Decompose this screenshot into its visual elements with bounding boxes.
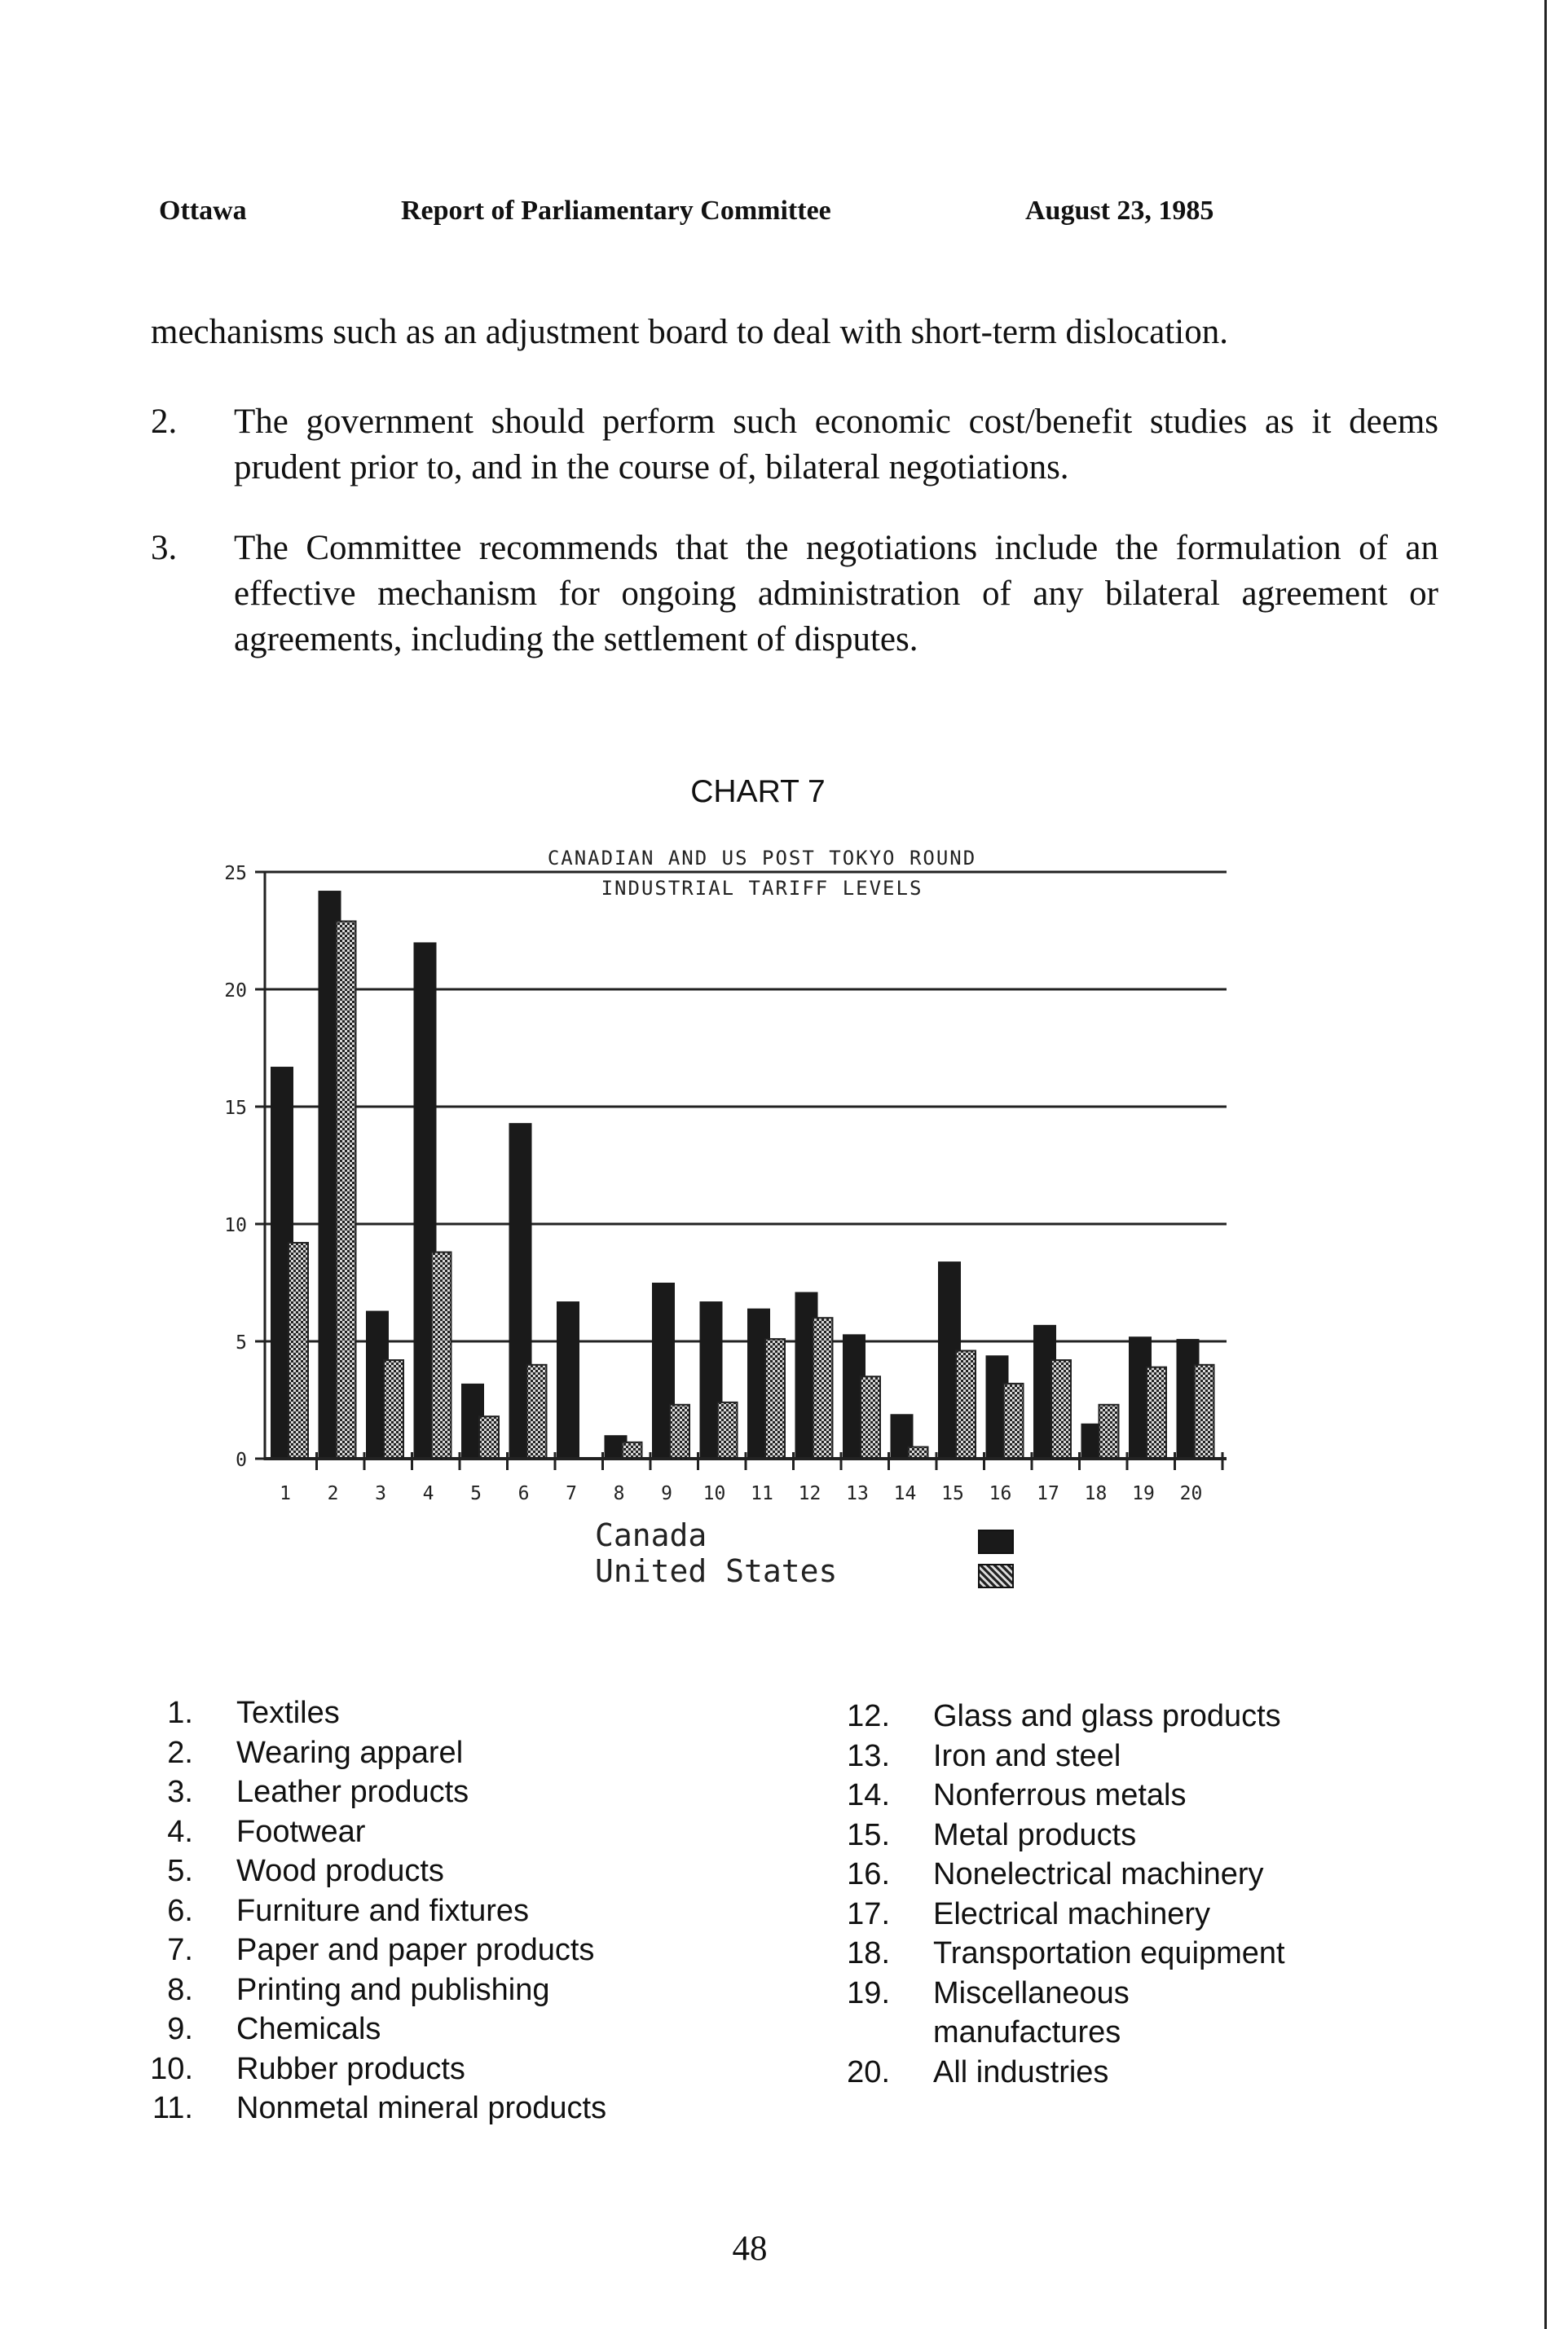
bar-us [1099, 1405, 1119, 1459]
category-label: Rubber products [236, 2051, 465, 2086]
category-item [151, 1851, 803, 1891]
y-tick-label: 15 [224, 1098, 247, 1119]
x-tick-label: 1 [280, 1483, 291, 1504]
category-item [151, 1970, 803, 2010]
recommendation-number: 3. [151, 529, 178, 567]
bar-us [861, 1376, 880, 1459]
category-item [848, 1776, 1459, 1816]
legend-swatch-us [978, 1564, 1014, 1588]
category-item [151, 1693, 803, 1733]
x-tick-label: 13 [846, 1483, 869, 1504]
category-item [848, 1737, 1459, 1776]
bar-us [670, 1405, 689, 1459]
category-number: 17. [847, 1896, 890, 1931]
legend-label-us: United States [595, 1553, 838, 1589]
bar-us [813, 1318, 833, 1459]
page-edge-rule [1544, 0, 1547, 2329]
category-item [848, 1697, 1459, 1737]
bar-us [765, 1339, 785, 1459]
legend-swatch-canada [978, 1530, 1014, 1554]
page-number: 48 [732, 2230, 768, 2268]
bar-us [1195, 1365, 1214, 1459]
category-label: Leather products [236, 1775, 469, 1809]
category-number: 13. [847, 1738, 890, 1773]
category-item [848, 1895, 1459, 1935]
x-tick-label: 20 [1179, 1483, 1203, 1504]
x-tick-label: 6 [518, 1483, 530, 1504]
category-number: 2. [167, 1735, 193, 1770]
category-label: Footwear [236, 1814, 366, 1849]
chart-title-line-1: CANADIAN AND US POST TOKYO ROUND [547, 847, 977, 870]
recommendation-2 [151, 399, 1438, 491]
x-tick-label: 17 [1037, 1483, 1059, 1504]
bar-us [1147, 1367, 1166, 1459]
category-label: Nonelectrical machinery [933, 1857, 1264, 1891]
category-number: 12. [847, 1699, 890, 1733]
category-item [151, 2010, 803, 2049]
category-item [151, 2089, 803, 2129]
category-number: 15. [847, 1817, 890, 1852]
category-item [151, 1812, 803, 1852]
bar-us [718, 1402, 738, 1459]
category-number: 8. [167, 1972, 193, 2007]
bar-canada [557, 1301, 579, 1459]
category-item [151, 1733, 803, 1773]
x-tick-label: 8 [613, 1483, 625, 1504]
header-report-title: Report of Parliamentary Committee [401, 196, 831, 226]
category-label: Metal products [933, 1817, 1137, 1852]
bar-us [288, 1243, 308, 1459]
x-tick-label: 12 [798, 1483, 821, 1504]
category-label: Transportation equipment [933, 1936, 1285, 1970]
x-tick-label: 4 [422, 1483, 434, 1504]
category-number: 10. [150, 2051, 193, 2086]
category-label: Nonmetal mineral products [236, 2091, 607, 2125]
x-tick-label: 11 [751, 1483, 773, 1504]
category-label: Chemicals [236, 2012, 381, 2046]
category-list-right [848, 1697, 1459, 2092]
bar-us [956, 1351, 976, 1459]
recommendation-number: 2. [151, 403, 178, 441]
category-item [151, 2049, 803, 2089]
x-tick-label: 10 [703, 1483, 726, 1504]
bar-us [909, 1447, 928, 1459]
x-tick-label: 19 [1132, 1483, 1155, 1504]
category-number: 6. [167, 1893, 193, 1928]
category-label: Paper and paper products [236, 1933, 595, 1967]
chart-heading: CHART 7 [690, 774, 826, 809]
chart-title-line-2: INDUSTRIAL TARIFF LEVELS [601, 877, 923, 900]
intro-paragraph: mechanisms such as an adjustment board to deal with short-term dislocation. [151, 313, 1228, 351]
x-tick-label: 14 [893, 1483, 917, 1504]
category-item [848, 1934, 1459, 1974]
category-number: 11. [152, 2091, 193, 2125]
category-number: 14. [847, 1778, 890, 1812]
x-tick-label: 5 [470, 1483, 482, 1504]
category-number: 20. [847, 2054, 890, 2089]
recommendation-text: The government should perform such economic cost/benefit studies as it deems prudent prior to, and in the course of, bilateral negotiations. [234, 403, 1438, 486]
x-tick-label: 16 [989, 1483, 1012, 1504]
category-label: Nonferrous metals [933, 1778, 1187, 1812]
bar-us [337, 921, 356, 1459]
category-item [151, 1931, 803, 1970]
category-number: 4. [167, 1814, 193, 1849]
x-tick-label: 9 [661, 1483, 672, 1504]
category-number: 19. [847, 1975, 890, 2010]
recommendation-text: The Committee recommends that the negotiations include the formulation of an effective mechanism for ongoing administration of any bilateral agreement or agreements, including the settlement of disputes. [234, 529, 1438, 658]
category-number: 18. [847, 1936, 890, 1970]
bar-us [1051, 1360, 1071, 1459]
bar-us [1004, 1384, 1024, 1459]
bar-us [527, 1365, 547, 1459]
category-number: 9. [167, 2012, 193, 2046]
category-item [151, 1891, 803, 1931]
bar-us [479, 1416, 499, 1459]
y-tick-label: 0 [236, 1450, 247, 1471]
y-tick-label: 5 [236, 1332, 247, 1354]
category-number: 3. [167, 1775, 193, 1809]
category-label: Electrical machinery [933, 1896, 1210, 1931]
category-number: 7. [167, 1933, 193, 1967]
header-date: August 23, 1985 [1025, 196, 1214, 226]
category-number: 5. [167, 1854, 193, 1888]
category-label: Wearing apparel [236, 1735, 464, 1770]
y-tick-label: 10 [224, 1215, 247, 1236]
category-item [848, 1816, 1459, 1856]
category-label: Wood products [236, 1854, 444, 1888]
x-tick-label: 3 [375, 1483, 386, 1504]
category-label: All industries [933, 2054, 1109, 2089]
tariff-bar-chart [196, 839, 1255, 1516]
x-tick-label: 2 [327, 1483, 339, 1504]
category-label: Printing and publishing [236, 1972, 550, 2007]
category-item [848, 1855, 1459, 1895]
recommendation-3 [151, 526, 1438, 664]
category-list-left [151, 1693, 803, 2129]
category-label: Textiles [236, 1696, 340, 1730]
header-location: Ottawa [159, 196, 247, 226]
y-tick-label: 25 [224, 863, 247, 884]
category-label: Furniture and fixtures [236, 1893, 530, 1928]
category-label: Glass and glass products [933, 1699, 1281, 1733]
category-item [848, 1974, 1459, 2053]
bar-us [384, 1360, 403, 1459]
category-item [848, 2053, 1459, 2093]
y-tick-label: 20 [224, 980, 247, 1002]
category-number: 16. [847, 1857, 890, 1891]
x-tick-label: 18 [1084, 1483, 1108, 1504]
category-label: Miscellaneous manufactures [933, 1975, 1130, 2049]
x-tick-label: 7 [566, 1483, 577, 1504]
category-number: 1. [167, 1696, 193, 1730]
category-label: Iron and steel [933, 1738, 1121, 1773]
category-item [151, 1772, 803, 1812]
bar-us [432, 1253, 451, 1459]
legend-label-canada: Canada [595, 1517, 707, 1553]
x-tick-label: 15 [941, 1483, 964, 1504]
bar-us [623, 1442, 642, 1459]
